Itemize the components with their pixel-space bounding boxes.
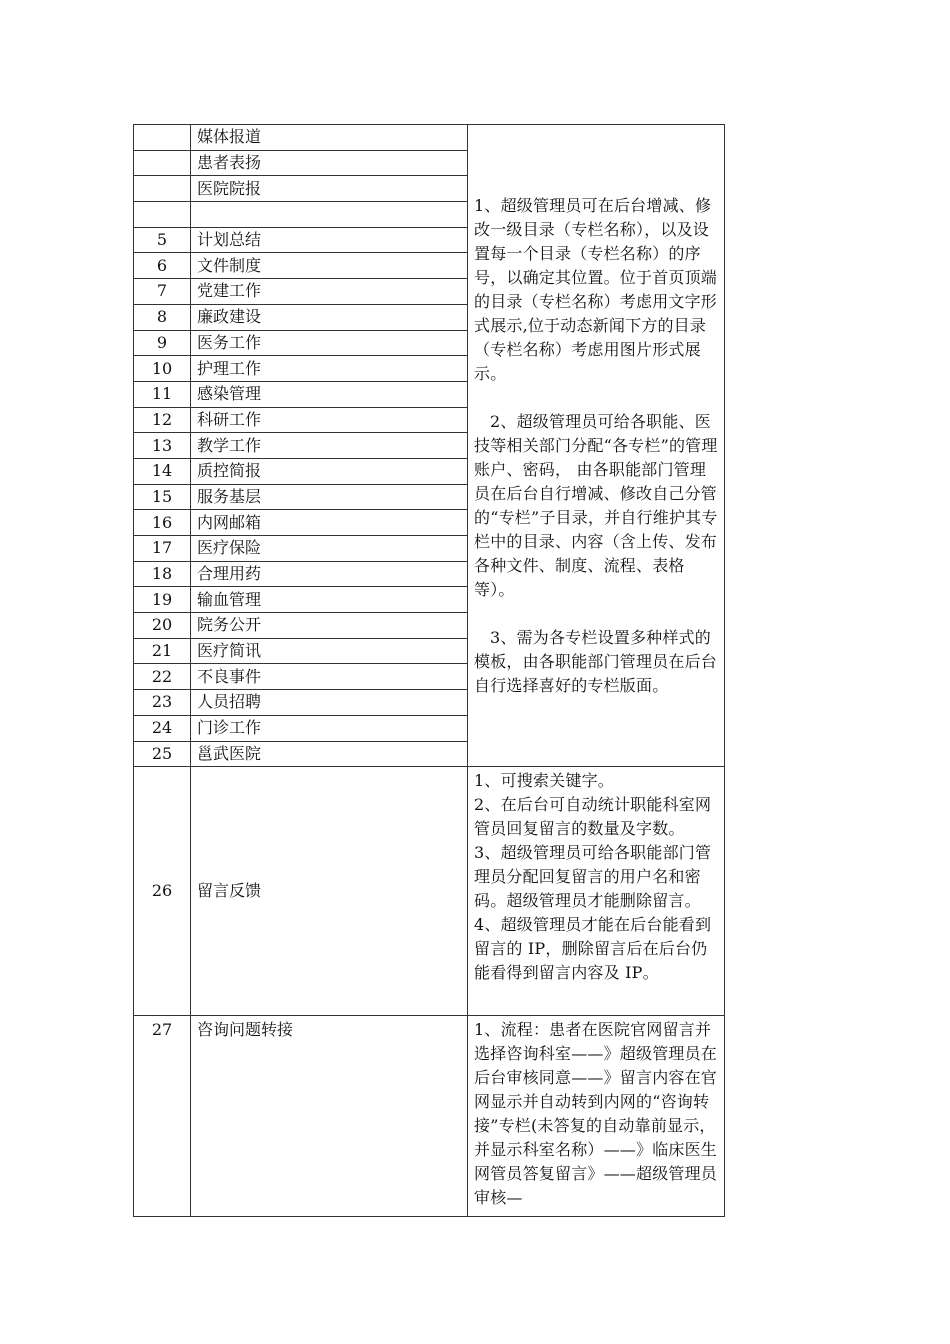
column-name: 质控简报 — [191, 458, 468, 484]
column-name: 邕武医院 — [191, 741, 468, 767]
row-number: 24 — [134, 715, 191, 741]
row-number: 18 — [134, 561, 191, 587]
column-name: 内网邮箱 — [191, 510, 468, 536]
table-row — [134, 767, 725, 1016]
row-number: 14 — [134, 458, 191, 484]
description-cell — [468, 767, 725, 1016]
column-name: 患者表扬 — [191, 150, 468, 176]
column-name: 医院院报 — [191, 176, 468, 202]
requirements-table — [133, 124, 725, 1217]
description-paragraph: 4、超级管理员才能在后台能看到留言的 IP，删除留言后在后台仍能看得到留言内容及 IP。 — [474, 915, 712, 983]
column-name: 党建工作 — [191, 279, 468, 305]
column-name — [191, 202, 468, 228]
column-name: 服务基层 — [191, 484, 468, 510]
row-number: 11 — [134, 381, 191, 407]
row-number: 21 — [134, 638, 191, 664]
column-name: 门诊工作 — [191, 715, 468, 741]
column-name: 不良事件 — [191, 664, 468, 690]
column-name: 廉政建设 — [191, 304, 468, 330]
description-paragraph: 1、超级管理员可在后台增减、修改一级目录（专栏名称），以及设置每一个目录（专栏名称）的序号，以确定其位置。位于首页顶端的目录（专栏名称）考虑用文字形式展示,位于动态新闻下方的目录（专栏名称）考虑用图片形式展示。 — [474, 195, 718, 383]
column-name: 感染管理 — [191, 381, 468, 407]
column-name: 医疗保险 — [191, 536, 468, 562]
row-number — [134, 202, 191, 228]
column-name: 文件制度 — [191, 253, 468, 279]
row-number: 5 — [134, 227, 191, 253]
row-number: 6 — [134, 253, 191, 279]
description-paragraph: 3、超级管理员可给各职能部门管理员分配回复留言的用户名和密码。超级管理员才能删除留言。 — [474, 843, 712, 911]
row-number: 26 — [134, 767, 191, 1016]
row-number: 7 — [134, 279, 191, 305]
column-name: 护理工作 — [191, 356, 468, 382]
row-number: 25 — [134, 741, 191, 767]
column-name: 媒体报道 — [191, 125, 468, 151]
column-name: 医务工作 — [191, 330, 468, 356]
column-name: 计划总结 — [191, 227, 468, 253]
row-number: 20 — [134, 613, 191, 639]
row-number: 8 — [134, 304, 191, 330]
table-body — [134, 125, 725, 1217]
row-number: 13 — [134, 433, 191, 459]
row-number: 16 — [134, 510, 191, 536]
row-number: 9 — [134, 330, 191, 356]
row-number: 17 — [134, 536, 191, 562]
description-paragraph: 1、可搜索关键字。 — [474, 771, 614, 791]
column-name: 留言反馈 — [191, 767, 468, 1016]
column-name: 科研工作 — [191, 407, 468, 433]
table-row — [134, 125, 725, 151]
row-number: 22 — [134, 664, 191, 690]
column-name: 合理用药 — [191, 561, 468, 587]
row-number: 10 — [134, 356, 191, 382]
column-name: 咨询问题转接 — [191, 1016, 468, 1217]
table-row — [134, 1016, 725, 1217]
row-number: 23 — [134, 690, 191, 716]
row-number — [134, 125, 191, 151]
row-number: 15 — [134, 484, 191, 510]
column-name: 医疗简讯 — [191, 638, 468, 664]
row-number: 12 — [134, 407, 191, 433]
row-number — [134, 150, 191, 176]
column-name: 输血管理 — [191, 587, 468, 613]
row-number — [134, 176, 191, 202]
column-name: 院务公开 — [191, 613, 468, 639]
description-paragraph: 2、超级管理员可给各职能、医技等相关部门分配“各专栏”的管理账户、密码， 由各职能部门管理员在后台自行增减、修改自己分管的“专栏”子目录，并自行维护其专栏中的目录、内容（含上传、发布各种文件、制度、流程、表格等）。 — [474, 411, 718, 599]
row-number: 19 — [134, 587, 191, 613]
description-paragraph: 3、需为各专栏设置多种样式的模板，由各职能部门管理员在后台自行选择喜好的专栏版面。 — [474, 627, 718, 695]
description-paragraph: 2、在后台可自动统计职能科室网管员回复留言的数量及字数。 — [474, 795, 712, 839]
column-name: 教学工作 — [191, 433, 468, 459]
column-name: 人员招聘 — [191, 690, 468, 716]
description-cell: 1、流程：患者在医院官网留言并选择咨询科室——》超级管理员在后台审核同意——》留言内容在官网显示并自动转到内网的“咨询转接”专栏(未答复的自动靠前显示，并显示科室名称）——》临床医生网管员答复留言》——超级管理员审核— — [468, 1016, 725, 1217]
row-number: 27 — [134, 1016, 191, 1217]
description-cell — [468, 125, 725, 767]
